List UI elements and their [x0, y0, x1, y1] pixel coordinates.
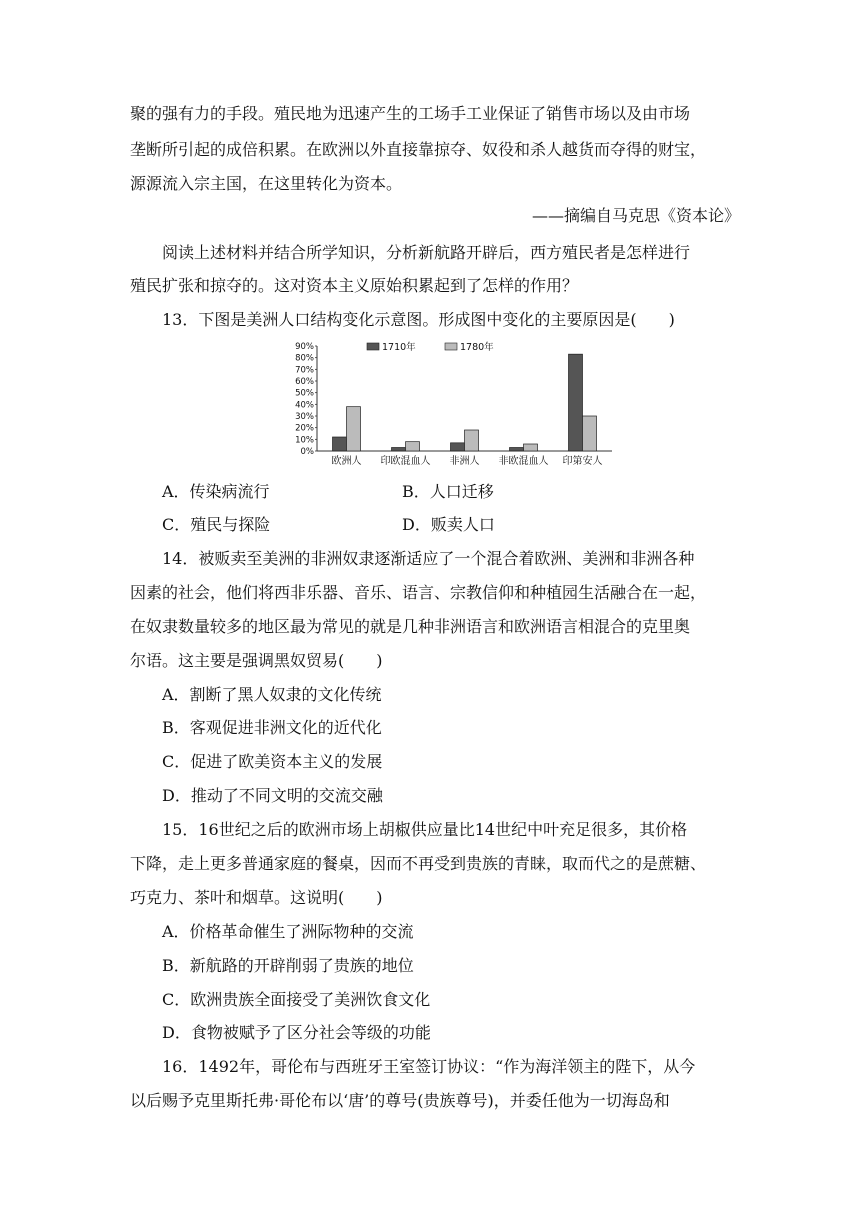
q14-option-b: B．客观促进非洲文化的近代化	[162, 718, 382, 737]
legend-label: 1780年	[460, 342, 494, 353]
q15-option-d: D．食物被赋予了区分社会等级的功能	[162, 1023, 431, 1042]
q15-option-a: A．价格革命催生了洲际物种的交流	[162, 922, 414, 941]
legend-swatch	[445, 343, 457, 350]
bar-series-1	[510, 448, 524, 452]
bar-series-2	[524, 444, 538, 451]
y-tick-label: 70%	[295, 365, 314, 376]
bar-series-2	[347, 407, 361, 451]
q14-option-a: A．割断了黑人奴隶的文化传统	[162, 685, 382, 704]
q14-option-c: C．促进了欧美资本主义的发展	[162, 752, 383, 771]
q15-option-b: B．新航路的开辟削弱了贵族的地位	[162, 956, 414, 975]
q13-stem: 13．下图是美洲人口结构变化示意图。形成图中变化的主要原因是( )	[162, 310, 675, 329]
legend-swatch	[367, 343, 379, 350]
passage-line: 源源流入宗主国，在这里转化为资本。	[130, 174, 403, 193]
q13-option-b: B．人口迁移	[402, 482, 494, 501]
y-tick-label: 50%	[295, 388, 314, 399]
x-tick-label: 欧洲人	[331, 456, 362, 467]
q14-stem-line: 在奴隶数量较多的地区最为常见的就是几种非洲语言和欧洲语言相混合的克里奥	[130, 617, 691, 636]
bar-series-1	[451, 443, 465, 451]
q14-option-d: D．推动了不同文明的交流交融	[162, 786, 383, 805]
q13-option-c: C．殖民与探险	[162, 515, 271, 534]
y-tick-label: 10%	[295, 435, 314, 446]
q14-stem-line: 14．被贩卖至美洲的非洲奴隶逐渐适应了一个混合着欧洲、美洲和非洲各种	[162, 549, 695, 568]
y-tick-label: 0%	[300, 447, 314, 457]
q14-stem-line: 因素的社会，他们将西非乐器、音乐、语言、宗教信仰和种植园生活融合在一起，	[130, 583, 707, 602]
x-tick-label: 印第安人	[562, 456, 603, 467]
q15-stem-line: 巧克力、茶叶和烟草。这说明( )	[130, 888, 383, 907]
y-tick-label: 40%	[295, 400, 314, 411]
bar-series-1	[392, 448, 406, 452]
y-tick-label: 60%	[295, 377, 314, 387]
x-tick-label: 非欧混血人	[498, 456, 549, 467]
y-tick-label: 80%	[295, 353, 314, 364]
question-prompt-line: 殖民扩张和掠夺的。这对资本主义原始积累起到了怎样的作用？	[130, 276, 579, 295]
bar-series-2	[583, 416, 597, 451]
y-tick-label: 30%	[295, 412, 314, 422]
q13-option-a: A．传染病流行	[162, 482, 270, 501]
q14-stem-line: 尔语。这主要是强调黑奴贸易( )	[130, 651, 383, 670]
q16-stem-line: 16．1492年，哥伦布与西班牙王室签订协议：“作为海洋领主的陛下，从今	[162, 1057, 696, 1076]
y-tick-label: 20%	[295, 423, 314, 434]
bar-series-2	[465, 430, 479, 451]
question-prompt-line: 阅读上述材料并结合所学知识，分析新航路开辟后，西方殖民者是怎样进行	[162, 243, 691, 262]
legend-label: 1710年	[382, 342, 416, 353]
passage-line: 垄断所引起的成倍积累。在欧洲以外直接靠掠夺、奴役和杀人越货而夺得的财宝，	[130, 140, 707, 159]
bar-series-1	[333, 437, 347, 451]
y-tick-label: 90%	[295, 342, 314, 352]
bar-series-1	[569, 354, 583, 451]
q16-stem-line: 以后赐予克里斯托弗·哥伦布以‘唐’的尊号(贵族尊号)，并委任他为一切海岛和	[130, 1091, 670, 1110]
q15-stem-line: 15．16世纪之后的欧洲市场上胡椒供应量比14世纪中叶充足很多，其价格	[162, 820, 688, 839]
passage-line: 聚的强有力的手段。殖民地为迅速产生的工场手工业保证了销售市场以及由市场	[130, 104, 691, 123]
passage-source: ——摘编自马克思《资本论》	[531, 206, 740, 225]
bar-series-2	[406, 442, 420, 451]
q15-stem-line: 下降，走上更多普通家庭的餐桌，因而不再受到贵族的青睐，取而代之的是蔗糖、	[130, 854, 707, 873]
q13-option-d: D．贩卖人口	[402, 515, 495, 534]
population-bar-chart	[285, 340, 615, 470]
x-tick-label: 印欧混血人	[380, 456, 431, 467]
x-tick-label: 非洲人	[449, 456, 480, 467]
q15-option-c: C．欧洲贵族全面接受了美洲饮食文化	[162, 990, 431, 1009]
